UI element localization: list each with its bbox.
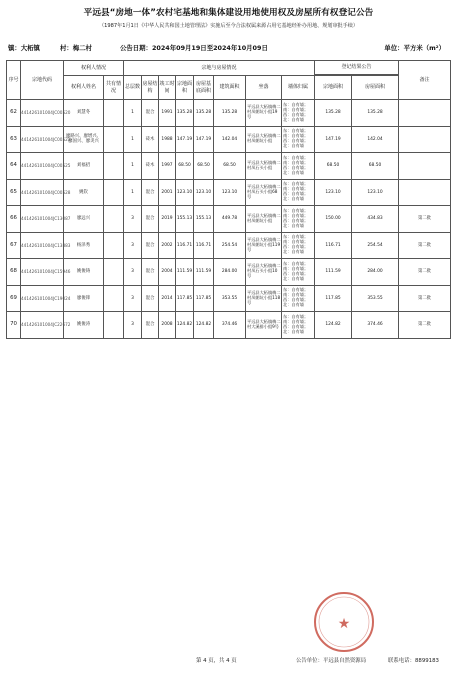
cell-location: 平远县大柘镇梅二村凤朝坑小组118号 <box>246 285 282 312</box>
header-seq: 序号 <box>7 61 21 100</box>
table-row <box>7 179 451 206</box>
header-rights-holder: 权利人情况 <box>64 61 124 76</box>
cell-land-area: 116.71 <box>176 232 194 259</box>
cell-remark: 第二批 <box>399 312 451 339</box>
cell-result-land: 68.50 <box>315 153 352 180</box>
header-code: 宗地代码 <box>21 61 64 100</box>
table-row <box>7 232 451 259</box>
header-base-area: 房屋基底面积 <box>194 76 214 100</box>
announcement-period: 公告日期：2024年09月19日至2024年10月09日 <box>120 44 268 52</box>
cell-completed: 2014 <box>159 285 176 312</box>
cell-base-area: 111.59 <box>194 259 214 286</box>
header-build-area: 建筑面积 <box>214 76 246 100</box>
cell-floors: 3 <box>124 259 142 286</box>
cell-seq: 65 <box>7 179 21 206</box>
cell-completed: 1988 <box>159 126 176 153</box>
cell-base-area: 116.71 <box>194 232 214 259</box>
cell-structure: 混合 <box>142 100 159 127</box>
cell-result-house: 123.10 <box>352 179 399 206</box>
cell-seq: 69 <box>7 285 21 312</box>
header-result-house: 房屋面积 <box>352 76 399 100</box>
cell-result-house: 284.00 <box>352 259 399 286</box>
cell-structure: 混合 <box>142 232 159 259</box>
cell-result-land: 150.00 <box>315 206 352 233</box>
cell-result-land: 147.19 <box>315 126 352 153</box>
cell-holder-name: 刘慧冬 <box>64 100 104 127</box>
cell-build-area: 123.10 <box>214 179 246 206</box>
cell-land-area: 111.59 <box>176 259 194 286</box>
village-label: 村：梅二村 <box>60 44 92 52</box>
cell-remark <box>399 126 451 153</box>
cell-holder-name: 杨泽秀 <box>64 232 104 259</box>
cell-result-land: 111.59 <box>315 259 352 286</box>
cell-code: 441426101004JC00525 <box>21 153 64 180</box>
cell-result-house: 353.55 <box>352 285 399 312</box>
cell-base-area: 147.19 <box>194 126 214 153</box>
page-title: 平远县“房地一体”农村宅基地和集体建设用地使用权及房屋所有权登记公告 <box>83 8 374 18</box>
cell-code: 441426101004JC00523 <box>21 126 64 153</box>
cell-result-land: 123.10 <box>315 179 352 206</box>
cell-base-area: 68.50 <box>194 153 214 180</box>
cell-location: 平远县大柘镇梅二村凤石头小组 <box>246 153 282 180</box>
cell-result-house: 135.28 <box>352 100 399 127</box>
cell-completed: 1991 <box>159 100 176 127</box>
cell-location: 平远县大柘镇梅二村凤石头小组68号 <box>246 179 282 206</box>
cell-seq: 70 <box>7 312 21 339</box>
cell-code: 441426101004JC15946 <box>21 259 64 286</box>
cell-build-area: 374.46 <box>214 312 246 339</box>
cell-build-area: 449.78 <box>214 206 246 233</box>
cell-location: 平远县大柘镇梅二村凤朝坑小组19号 <box>246 100 282 127</box>
cell-build-area: 142.04 <box>214 126 246 153</box>
table-row <box>7 259 451 286</box>
cell-wall: 东：自有墙；南：自有墙；西：自有墙；北：自有墙 <box>282 179 315 206</box>
header-land-house: 宗地与房屋情况 <box>124 61 315 76</box>
cell-floors: 3 <box>124 285 142 312</box>
cell-seq: 67 <box>7 232 21 259</box>
cell-floors: 1 <box>124 100 142 127</box>
cell-structure: 混合 <box>142 206 159 233</box>
cell-co-owner <box>104 100 124 127</box>
cell-holder-name: 刘福招 <box>64 153 104 180</box>
cell-seq: 62 <box>7 100 21 127</box>
cell-wall: 东：自有墙；南：自有墙；西：自有墙；北：自有墙 <box>282 126 315 153</box>
header-land-area: 宗地面积 <box>176 76 194 100</box>
cell-location: 平远县大柘镇梅二村凤朝坑小组 <box>246 206 282 233</box>
cell-floors: 3 <box>124 206 142 233</box>
cell-build-area: 353.55 <box>214 285 246 312</box>
registration-table <box>6 60 451 339</box>
cell-result-land: 116.71 <box>315 232 352 259</box>
cell-floors: 3 <box>124 232 142 259</box>
cell-location: 平远县大柘镇梅二村凤朝坑小组 <box>246 126 282 153</box>
cell-completed: 2002 <box>159 232 176 259</box>
cell-structure: 砖木 <box>142 126 159 153</box>
header-result: 登记结果公告 <box>315 61 399 75</box>
cell-land-area: 68.50 <box>176 153 194 180</box>
cell-co-owner <box>104 232 124 259</box>
header-location: 坐落 <box>246 76 282 100</box>
town-label: 镇：大柘镇 <box>8 44 40 52</box>
header-co-owner: 共有情况 <box>104 76 124 100</box>
cell-co-owner <box>104 259 124 286</box>
cell-code: 441426101004JC13087 <box>21 206 64 233</box>
cell-build-area: 68.50 <box>214 153 246 180</box>
cell-completed: 2019 <box>159 206 176 233</box>
table-row <box>7 285 451 312</box>
cell-land-area: 123.10 <box>176 179 194 206</box>
cell-remark <box>399 179 451 206</box>
table-row <box>7 100 451 127</box>
cell-completed: 1997 <box>159 153 176 180</box>
cell-code: 441426101004JC00528 <box>21 179 64 206</box>
cell-seq: 68 <box>7 259 21 286</box>
cell-land-area: 135.28 <box>176 100 194 127</box>
cell-completed: 2008 <box>159 312 176 339</box>
cell-base-area: 135.28 <box>194 100 214 127</box>
cell-co-owner <box>104 206 124 233</box>
cell-seq: 66 <box>7 206 21 233</box>
cell-land-area: 147.19 <box>176 126 194 153</box>
page-number: 第 4 页，共 4 页 <box>196 658 237 664</box>
announcer: 公告单位：平远县自然资源局 <box>296 658 367 664</box>
cell-result-land: 135.28 <box>315 100 352 127</box>
cell-code: 441426101004JC22672 <box>21 312 64 339</box>
cell-remark: 第二批 <box>399 206 451 233</box>
cell-structure: 混合 <box>142 179 159 206</box>
cell-co-owner <box>104 285 124 312</box>
page-subtitle: （1987年1月1日《中华人民共和国土地管理法》实施后至今合法权属来源占用宅基地经补办用地、规划审批手续） <box>99 23 358 29</box>
cell-floors: 1 <box>124 179 142 206</box>
info-bar <box>8 41 449 54</box>
cell-holder-name: 姚俊铸 <box>64 259 104 286</box>
cell-remark: 第二批 <box>399 259 451 286</box>
cell-code: 441426101004JC13883 <box>21 232 64 259</box>
cell-location: 平远县大柘镇梅二村凤石头小组10号 <box>246 259 282 286</box>
table-row <box>7 153 451 180</box>
cell-structure: 混合 <box>142 312 159 339</box>
contact-phone: 联系电话：8899183 <box>388 658 439 664</box>
header-floors: 总层数 <box>124 76 142 100</box>
table-row <box>7 312 451 339</box>
cell-co-owner <box>104 179 124 206</box>
cell-holder-name: 廖远兴 <box>64 206 104 233</box>
official-seal <box>312 590 376 654</box>
cell-holder-name: 廖路兴、廖增兴、廖国兴、廖炎兴 <box>64 126 104 153</box>
cell-result-house: 142.04 <box>352 126 399 153</box>
header-wall: 墙体归属 <box>282 76 315 100</box>
cell-remark <box>399 153 451 180</box>
cell-result-house: 434.83 <box>352 206 399 233</box>
cell-build-area: 135.28 <box>214 100 246 127</box>
cell-floors: 1 <box>124 153 142 180</box>
cell-completed: 2004 <box>159 259 176 286</box>
cell-wall: 东：自有墙；南：自有墙；西：自有墙；北：自有墙 <box>282 232 315 259</box>
cell-structure: 混合 <box>142 259 159 286</box>
cell-floors: 3 <box>124 312 142 339</box>
cell-structure: 砖木 <box>142 153 159 180</box>
cell-wall: 东：自有墙；南：自有墙；西：自有墙；北：自有墙 <box>282 153 315 180</box>
table-row <box>7 206 451 233</box>
unit-label: 单位：平方米（m²） <box>384 44 445 52</box>
cell-wall: 东：自有墙；南：自有墙；西：自有墙；北：自有墙 <box>282 100 315 127</box>
cell-holder-name: 姚钦 <box>64 179 104 206</box>
cell-wall: 东：自有墙；南：自有墙；西：自有墙；北：自有墙 <box>282 312 315 339</box>
cell-code: 441426101004JC00520 <box>21 100 64 127</box>
cell-build-area: 254.54 <box>214 232 246 259</box>
cell-seq: 64 <box>7 153 21 180</box>
cell-co-owner <box>104 153 124 180</box>
cell-co-owner <box>104 126 124 153</box>
table-row <box>7 126 451 153</box>
svg-text:★: ★ <box>337 616 351 632</box>
cell-result-house: 374.46 <box>352 312 399 339</box>
header-completed: 竣工时间 <box>159 76 176 100</box>
cell-completed: 2001 <box>159 179 176 206</box>
cell-remark <box>399 100 451 127</box>
cell-base-area: 155.13 <box>194 206 214 233</box>
cell-remark: 第二批 <box>399 232 451 259</box>
cell-land-area: 155.13 <box>176 206 194 233</box>
cell-structure: 混合 <box>142 285 159 312</box>
cell-remark: 第二批 <box>399 285 451 312</box>
cell-location: 平远县大柘镇梅二村大溪排小组9号 <box>246 312 282 339</box>
cell-build-area: 284.00 <box>214 259 246 286</box>
header-result-land: 宗地面积 <box>315 76 352 100</box>
cell-floors: 1 <box>124 126 142 153</box>
cell-co-owner <box>104 312 124 339</box>
cell-wall: 东：自有墙；南：自有墙；西：自有墙；北：自有墙 <box>282 285 315 312</box>
cell-result-house: 254.54 <box>352 232 399 259</box>
cell-result-house: 68.50 <box>352 153 399 180</box>
cell-code: 441426101004JC19024 <box>21 285 64 312</box>
cell-land-area: 124.82 <box>176 312 194 339</box>
header-structure: 房屋结构 <box>142 76 159 100</box>
cell-result-land: 117.85 <box>315 285 352 312</box>
header-remark: 备注 <box>399 61 451 100</box>
cell-seq: 63 <box>7 126 21 153</box>
cell-holder-name: 廖俊锋 <box>64 285 104 312</box>
cell-location: 平远县大柘镇梅二村凤朝坑小组119号 <box>246 232 282 259</box>
cell-wall: 东：自有墙；南：自有墙；西：自有墙；北：自有墙 <box>282 259 315 286</box>
cell-land-area: 117.85 <box>176 285 194 312</box>
cell-base-area: 117.85 <box>194 285 214 312</box>
cell-base-area: 123.10 <box>194 179 214 206</box>
cell-base-area: 124.82 <box>194 312 214 339</box>
cell-wall: 东：自有墙；南：自有墙；西：自有墙；北：自有墙 <box>282 206 315 233</box>
table-body <box>7 100 451 339</box>
header-holder-name: 权利人姓名 <box>64 76 104 100</box>
cell-result-land: 124.82 <box>315 312 352 339</box>
cell-holder-name: 姚俊涛 <box>64 312 104 339</box>
